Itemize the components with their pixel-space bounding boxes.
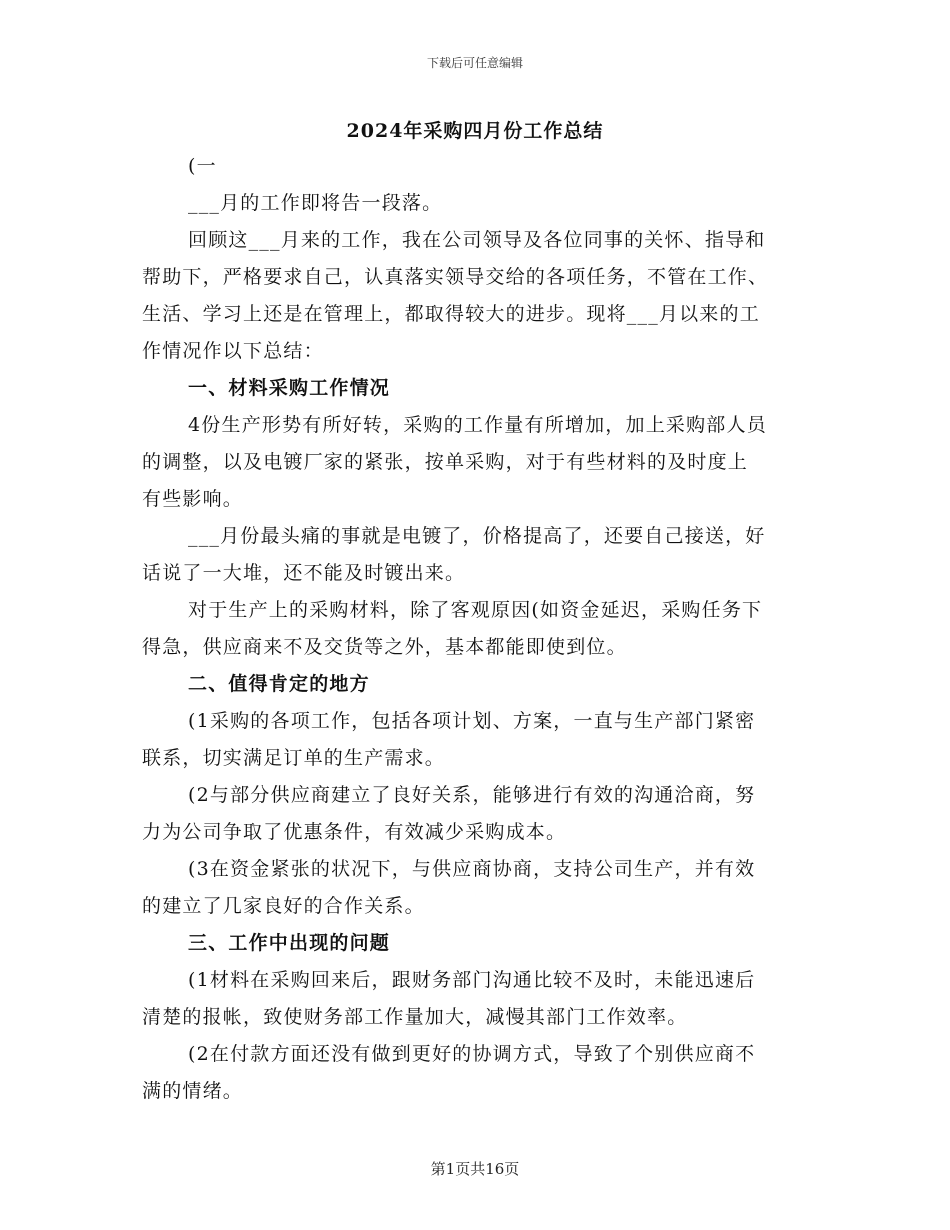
body-line: 联系，切实满足订单的生产需求。 [142, 747, 446, 769]
section-heading: 二、值得肯定的地方 [188, 673, 370, 695]
body-line: (一 [188, 155, 217, 177]
body-line: 有些影响。 [142, 488, 244, 510]
body-line: 4份生产形势有所好转，采购的工作量有所增加，加上采购部人员 [188, 414, 767, 436]
section-heading: 一、材料采购工作情况 [188, 377, 391, 399]
body-line: (1采购的各项工作，包括各项计划、方案，一直与生产部门紧密 [188, 710, 756, 732]
body-line: 回顾这___月来的工作，我在公司领导及各位同事的关怀、指导和 [188, 229, 766, 251]
body-line: 清楚的报帐，致使财务部工作量加大，减慢其部门工作效率。 [142, 1006, 688, 1028]
body-line: 满的情绪。 [142, 1080, 244, 1102]
body-line: 帮助下，严格要求自己，认真落实领导交给的各项任务，不管在工作、 [142, 266, 769, 288]
document-title: 2024年采购四月份工作总结 [346, 120, 604, 142]
body-line: 话说了一大堆，还不能及时镀出来。 [142, 562, 466, 584]
page-footer: 第1页共16页 [430, 1160, 520, 1178]
section-heading: 三、工作中出现的问题 [188, 932, 391, 954]
header-note: 下载后可任意编辑 [426, 56, 523, 70]
body-line: 生活、学习上还是在管理上，都取得较大的进步。现将___月以来的工 [142, 303, 760, 325]
body-line: (2与部分供应商建立了良好关系，能够进行有效的沟通洽商，努 [188, 784, 756, 806]
body-line: 作情况作以下总结： [142, 340, 324, 362]
body-line: 得急，供应商来不及交货等之外，基本都能即使到位。 [142, 636, 627, 658]
body-line: 的调整，以及电镀厂家的紧张，按单采购，对于有些材料的及时度上 [142, 451, 749, 473]
body-line: (3在资金紧张的状况下，与供应商协商，支持公司生产，并有效 [188, 858, 756, 880]
body-line: 对于生产上的采购材料，除了客观原因(如资金延迟，采购任务下 [188, 599, 763, 621]
body-line: (1材料在采购回来后，跟财务部门沟通比较不及时，未能迅速后 [188, 969, 756, 991]
body-line: (2在付款方面还没有做到更好的协调方式，导致了个别供应商不 [188, 1043, 756, 1065]
body-line: ___月的工作即将告一段落。 [188, 192, 443, 214]
body-line: ___月份最头痛的事就是电镀了，价格提高了，还要自己接送，好 [188, 525, 766, 547]
body-line: 的建立了几家良好的合作关系。 [142, 895, 425, 917]
body-line: 力为公司争取了优惠条件，有效减少采购成本。 [142, 821, 567, 843]
document-body [142, 148, 808, 1110]
